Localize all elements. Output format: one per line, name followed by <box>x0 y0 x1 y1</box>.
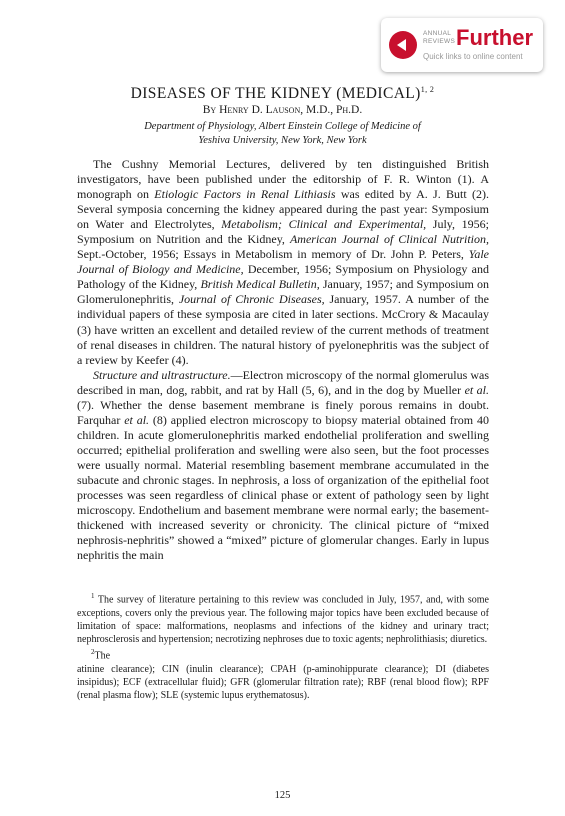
text-run: (7). Whether the dense basement membrane is finely porous remains in doubt. Farquhar <box>77 397 489 427</box>
badge-subtitle: Quick links to online content <box>423 52 523 61</box>
affiliation-line-2: Yeshiva University, New York, New York <box>198 135 367 146</box>
further-badge[interactable] <box>381 18 543 72</box>
italic-run: Etiologic Factors in Renal Lithiasis <box>154 187 336 202</box>
footnote-text: The survey of literature pertaining to this review was concluded in July, 1957, and, with some exceptions, covers only the previous year. The following major topics have been excluded because of limitation of space: malformations, neoplasms and infections of the kidney and urinary tract; nephrosclerosis and hypertension; necrotizing nephroses due to toxic agents; nephrolithiasis; diuretics. <box>77 594 489 645</box>
footnote-2: atinine clearance); CIN (inulin clearance); CPAH (p-aminohippurate clearance); DI (diabetes insipidus); ECF (extracellular fluid); GFR (glomerular filtration rate); RBF (renal blood flow); RPF (renal plasma flow); SLE (systemic lupus erythematosus). <box>77 663 489 702</box>
footnote-1 <box>77 590 489 646</box>
italic-run: Journal of Chronic Diseases, <box>178 292 325 307</box>
footnotes <box>77 590 489 702</box>
badge-annual: ANNUAL <box>423 30 452 37</box>
text-run: The Cushny Memorial Lectures, delivered by ten distinguished British investigators, have been published under the editorship of F. R. Winton (1). A monograph on <box>77 157 489 202</box>
section-heading: Structure and ultrastructure. <box>93 367 231 382</box>
back-arrow-icon <box>389 31 417 59</box>
text-run: January, 1957. A number of the individual papers of these symposia are cited in later sections. McCrory & Macaulay (3) have written an excellent and detailed review of the current methods of treatment of renal diseases in children. The natural history of pyelonephritis was the subject of a review by Keefer (4). <box>77 292 489 367</box>
italic-run: Yale Journal of Biology and Medicine, <box>77 247 489 277</box>
affiliation <box>60 120 505 148</box>
text-run: January, 1957; and Symposium on Glomerulonephritis, <box>77 277 490 307</box>
italic-run: American Journal of Clinical Nutrition, <box>289 232 489 247</box>
italic-run: et al. <box>464 382 490 397</box>
affiliation-line-1: Department of Physiology, Albert Einstein College of Medicine of <box>144 121 421 132</box>
paragraph-structure <box>77 368 489 564</box>
text-run: was edited by A. J. Butt (2). Several symposia concerning the kidney appeared during the past year: Symposium on Water and Electrolytes, <box>77 187 489 232</box>
text-run: Sept.-October, 1956; Essays in Metabolism in memory of Dr. John P. Peters, <box>77 247 469 262</box>
article-title-text: DISEASES OF THE KIDNEY (MEDICAL) <box>130 85 421 103</box>
italic-run: British Medical Bulletin, <box>200 277 320 292</box>
author-line: By Henry D. Lauson, M.D., Ph.D. <box>202 104 363 116</box>
italic-run: et al. <box>124 412 150 427</box>
page-number: 125 <box>274 790 291 801</box>
footnote-mark: 2 <box>91 648 95 657</box>
italic-run: Metabolism; Clinical and Experimental, <box>221 217 427 232</box>
article-body <box>77 157 489 563</box>
badge-further-label: Further <box>456 25 533 50</box>
article-title <box>60 80 505 104</box>
annual-reviews-logo-text <box>423 30 456 46</box>
text-run: (8) applied electron microscopy to biopsy material obtained from 40 children. In acute glomerulonephritis marked endothelial proliferation and swelling occurred; epithelial proliferation and swelling were also seen, but the foot processes were usually normal. Material resembling basement membrane accumulated in the subacute and chronic stages. In nephrosis, a loss of organization of the epithelial foot processes was seen regardless of clinical phase or extent of pathology seen by light microscopy. Endothelium and basement membrane were normal early; the basement-thickened with increased severity or chronicity. The clinical picture of “mixed nephrosis-nephritis” showed a “mixed” picture of glomerular changes. Early in lupus nephritis the main <box>77 412 489 563</box>
footnote-mark: 1 <box>91 592 95 600</box>
text-run: July, 1956; Symposium on Nutrition and the Kidney, <box>77 217 489 247</box>
paragraph-intro <box>77 157 489 368</box>
title-footnote-marks: 1, 2 <box>420 85 435 94</box>
text-run: —Electron microscopy of the normal glomerulus was described in man, dog, rabbit, and rat by Hall (5, 6), and in the dog by Mueller <box>77 367 489 397</box>
text-run: December, 1956; Symposium on Physiology and Pathology of the Kidney, <box>77 262 489 292</box>
footnote-2-lead <box>77 646 489 663</box>
footnote-text: The <box>94 650 111 662</box>
badge-reviews: REVIEWS <box>423 38 456 45</box>
